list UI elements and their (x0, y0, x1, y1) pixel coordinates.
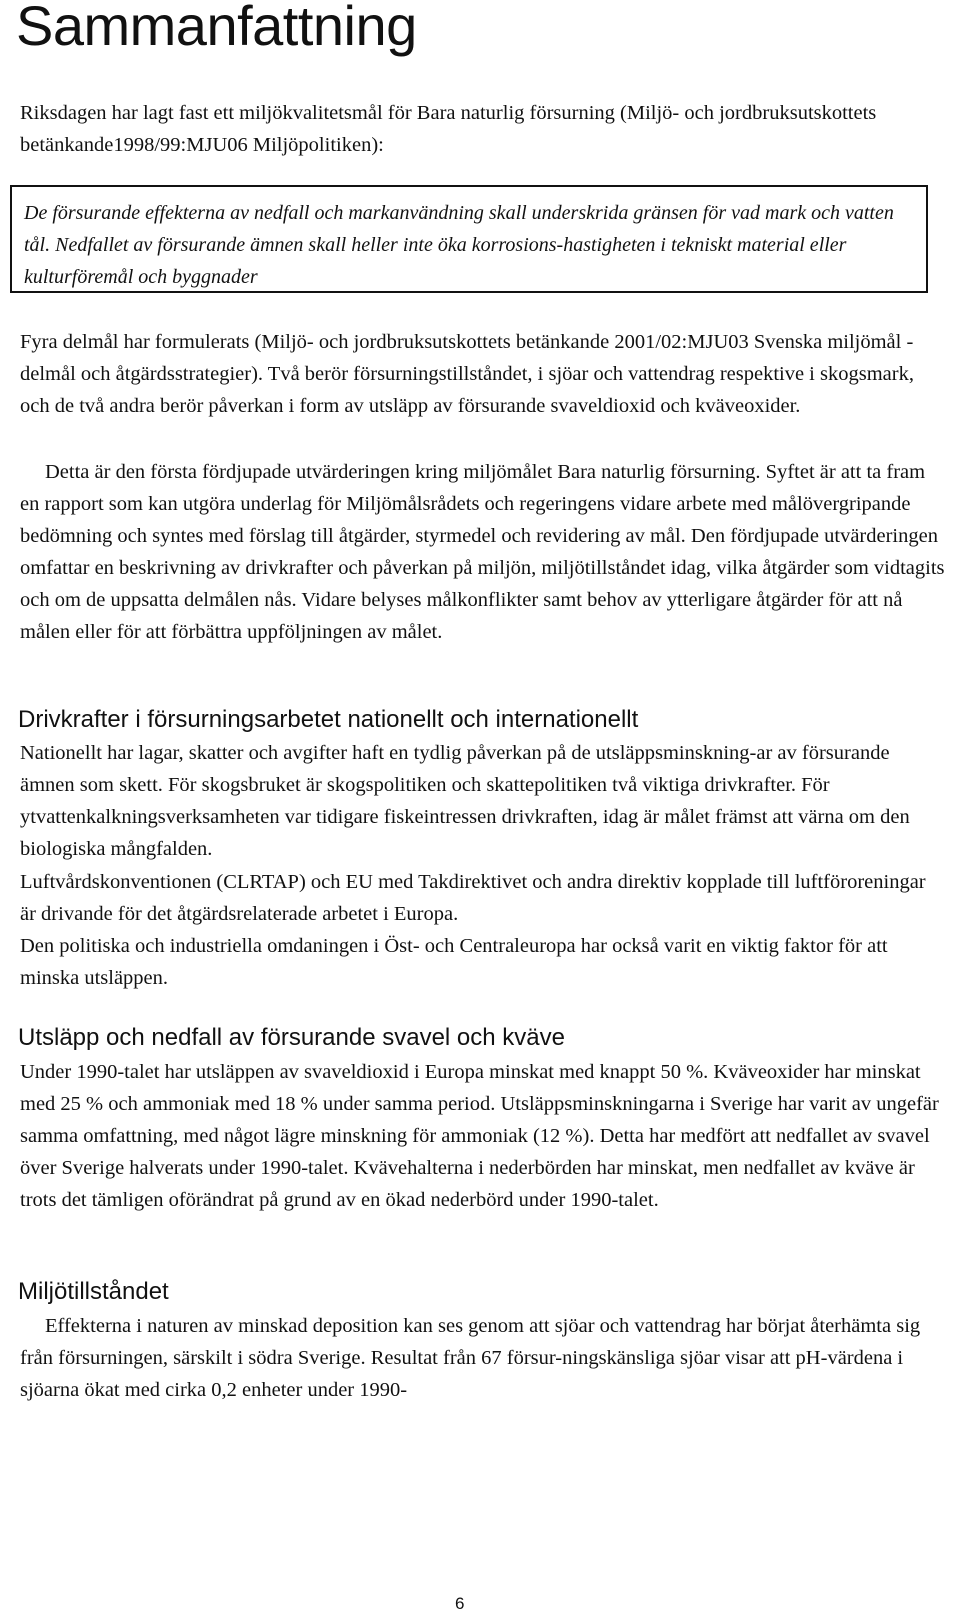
drivers-paragraph-international: Luftvårdskonventionen (CLRTAP) och EU med Takdirektivet och andra direktiv kopplade till luftföroreningar är drivande för det åtgärdsrelaterade arbetet i Europa. (20, 871, 926, 925)
emissions-paragraph: Under 1990-talet har utsläppen av svaveldioxid i Europa minskat med knappt 50 %. Kväveoxider har minskat med 25 % och ammoniak med 18 % under samma period. Utsläppsminskningarna i Sverige har varit av ungefär samma omfattning, med något lägre minskning för ammoniak (12 %). Detta har medfört att nedfallet av svavel över Sverige halverats under 1990-talet. Kvävehalterna i nederbörden har minskat, men nedfallet av kväve är trots det tämligen oförändrat på grund av en ökad nederbörd under 1990-talet. (20, 1061, 939, 1211)
evaluation-paragraph: Detta är den första fördjupade utvärderingen kring miljömålet Bara naturlig försurning. Syftet är att ta fram en rapport som kan utgöra underlag för Miljömålsrådets och regeringens vidare arbete med målövergripande bedömning och syntes med förslag till åtgärder, styrmedel och revidering av mål. Den fördjupade utvärderingen omfattar en beskrivning av drivkrafter och påverkan på miljön, miljötillståndet idag, vilka åtgärder som vidtagits och om de uppsatta delmålen nås. Vidare belyses målkonflikter samt behov av ytterligare åtgärder för att nå målen eller för att förbättra uppföljningen av målet. (20, 461, 945, 643)
section-heading-environment-state: Miljötillståndet (18, 1278, 169, 1305)
section-heading-drivers: Drivkrafter i försurningsarbetet nationellt och internationellt (18, 706, 639, 733)
page-number: 6 (455, 1594, 465, 1613)
drivers-paragraph-eastern-europe: Den politiska och industriella omdaningen i Öst- och Centraleuropa har också varit en viktig faktor för att minska utsläppen. (20, 935, 888, 989)
environmental-goal-text: De försurande effekterna av nedfall och markanvändning skall underskrida gränsen för vad mark och vatten tål. Nedfallet av försurande ämnen skall heller inte öka korrosions-hastigheten i tekniskt material eller kulturföremål och byggnader (24, 202, 894, 288)
intro-paragraph: Riksdagen har lagt fast ett miljökvalitetsmål för Bara naturlig försurning (Miljö- och jordbruksutskottets betänkande1998/99:MJU06 Miljöpolitiken): (20, 102, 877, 156)
page-title: Sammanfattning (16, 0, 417, 57)
environmental-goal-box (10, 185, 928, 293)
subgoals-paragraph: Fyra delmål har formulerats (Miljö- och jordbruksutskottets betänkande 2001/02:MJU03 Svenska miljömål - delmål och åtgärdsstrategier). Två berör försurningstillståndet, i sjöar och vattendrag respektive i skogsmark, och de två andra berör påverkan i form av utsläpp av försurande svaveldioxid och kväveoxider. (20, 331, 914, 417)
environment-state-paragraph: Effekterna i naturen av minskad deposition kan ses genom att sjöar och vattendrag har börjat återhämta sig från försurningen, särskilt i södra Sverige. Resultat från 67 försur-ningskänsliga sjöar visar att pH-värdena i sjöarna ökat med cirka 0,2 enheter under 1990- (20, 1315, 921, 1401)
section-heading-emissions: Utsläpp och nedfall av försurande svavel och kväve (18, 1024, 565, 1051)
drivers-paragraph-national: Nationellt har lagar, skatter och avgifter haft en tydlig påverkan på de utsläppsminskning-ar av försurande ämnen som skett. För skogsbruket är skogspolitiken och skattepolitiken två viktiga drivkrafter. För ytvattenkalkningsverksamheten var tidigare fiskeintressen drivkraften, idag är målet främst att värna om den biologiska mångfalden. (20, 742, 910, 860)
